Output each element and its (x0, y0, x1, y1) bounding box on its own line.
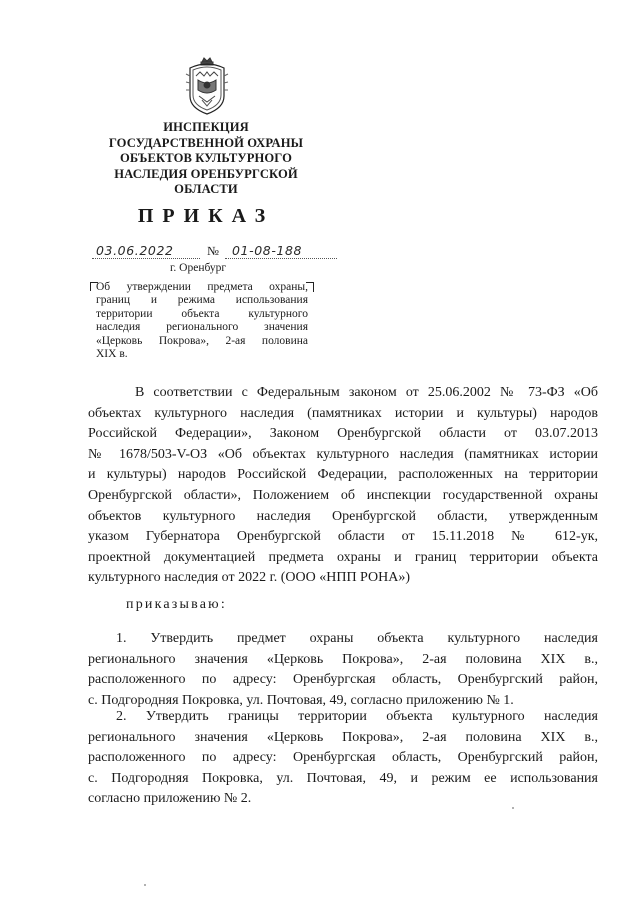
org-line: ГОСУДАРСТВЕННОЙ ОХРАНЫ (108, 135, 304, 150)
preamble-line: Оренбургской области», Положением об инспекции государственной охраны (88, 487, 598, 503)
subject-line: наследия регионального значения (96, 321, 308, 334)
item-line: расположенного по адресу: Оренбургская область, Оренбургский район, (88, 750, 598, 766)
date-underline (92, 258, 200, 259)
item-line: с. Подгородняя Покровка, ул. Почтовая, 49, и режим ее использования (88, 770, 598, 786)
item-line: с. Подгородняя Покровка, ул. Почтовая, 49, согласно приложению № 1. (88, 692, 514, 708)
item-line: регионального значения «Церковь Покрова», 2-ая половина XIX в., (88, 729, 598, 745)
org-line: ИНСПЕКЦИЯ (163, 120, 249, 134)
org-line: ОБЪЕКТОВ КУЛЬТУРНОГО (119, 151, 293, 165)
subject-line: территории объекта культурного (96, 307, 308, 320)
preamble-line: указом Губернатора Оренбургской области от 15.11.2018 № 612-ук, (88, 529, 598, 545)
subject-line: XIX в. (96, 348, 128, 361)
preamble-line: проектной документацией предмета охраны и границ территории объекта (88, 549, 598, 565)
org-line: НАСЛЕДИЯ ОРЕНБУРГСКОЙ (114, 166, 298, 181)
preamble-line: и культуры) народов Российской Федерации, расположенных на территории (88, 467, 598, 483)
subject-line: Об утверждении предмета охраны, (96, 281, 308, 293)
preamble-line: Российской Федерации», Законом Оренбургской области от 03.07.2013 (88, 426, 598, 442)
subject-line: «Церковь Покрова», 2-ая половина (96, 334, 308, 347)
document-date: 03.06.2022 (96, 243, 174, 258)
preamble-line: объектов культурного наследия Оренбургской области, утвержденным (88, 508, 598, 524)
org-line: ОБЛАСТИ (174, 182, 238, 196)
preamble-line: В соответствии с Федеральным законом от 25.06.2002 № 73-ФЗ «Об (135, 385, 598, 400)
order-item-2 (88, 707, 598, 810)
scan-speck (512, 807, 514, 809)
scan-speck (144, 884, 146, 886)
item-line: расположенного по адресу: Оренбургская область, Оренбургский район, (88, 672, 598, 688)
city: г. Оренбург (170, 262, 227, 274)
number-underline (225, 258, 337, 259)
coat-of-arms-icon (184, 56, 230, 118)
preamble-line: культурного наследия от 2022 г. (ООО «НПП РОНА») (88, 570, 411, 586)
preamble-line: объектах культурного наследия (памятниках истории и культуры) народов (88, 405, 598, 421)
preamble-line: № 1678/503-V-ОЗ «Об объектах культурного наследия (памятниках истории (88, 446, 598, 462)
item-line: регионального значения «Церковь Покрова», 2-ая половина XIX в., (88, 651, 598, 667)
document-subject (96, 281, 308, 361)
preamble-paragraph (88, 383, 598, 589)
item-line: согласно приложению № 2. (88, 791, 252, 807)
item-line: 1. Утвердить предмет охраны объекта культурного наследия (116, 631, 598, 646)
number-sign: № (207, 244, 219, 258)
date-number-line (92, 242, 342, 262)
order-word: приказываю: (126, 597, 227, 612)
document-title: ПРИКАЗ (137, 205, 275, 227)
document-number: 01-08-188 (232, 243, 303, 258)
order-item-1 (88, 629, 598, 711)
subject-line: границ и режима использования (96, 294, 308, 307)
organization-name (100, 120, 312, 198)
item-line: 2. Утвердить границы территории объекта культурного наследия (116, 709, 598, 724)
